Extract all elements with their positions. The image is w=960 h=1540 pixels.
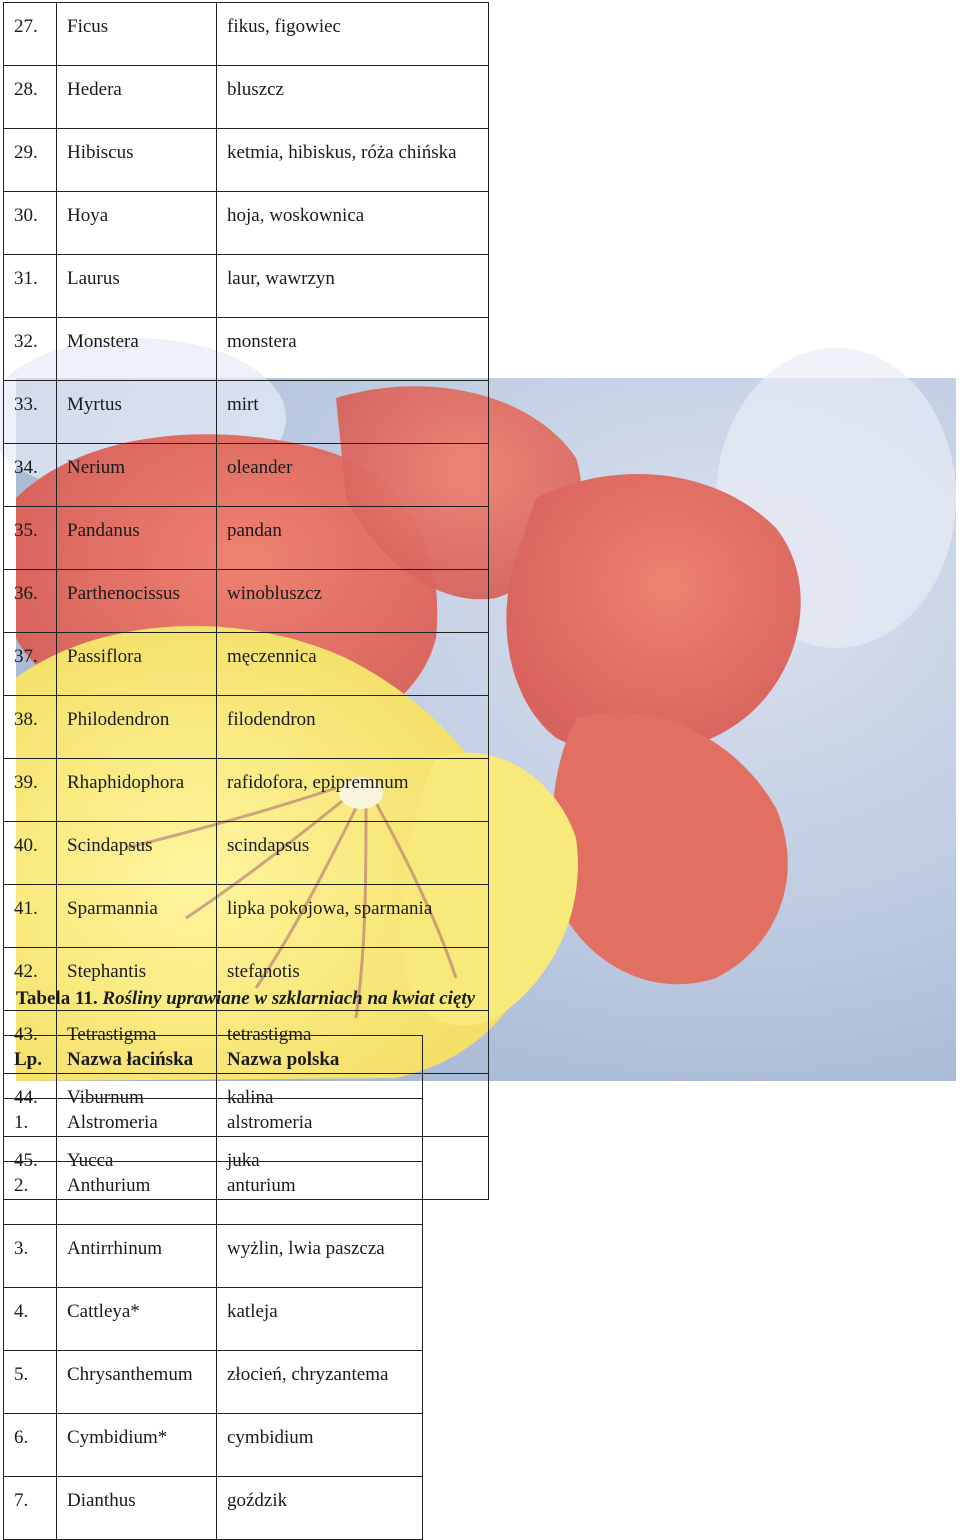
row-number: 7. <box>4 1477 57 1540</box>
polish-name: fikus, figowiec <box>217 3 489 66</box>
table-row <box>4 1288 423 1351</box>
table-caption <box>16 988 475 1010</box>
table-row <box>4 1477 423 1540</box>
table-row <box>4 1162 423 1225</box>
cut-flower-table-body <box>4 1036 423 1540</box>
latin-name: Hoya <box>57 192 217 255</box>
caption-title: Rośliny uprawiane w szklarniach na kwiat cięty <box>102 988 476 1009</box>
table-row <box>4 255 489 318</box>
table-row <box>4 696 489 759</box>
row-number: 5. <box>4 1351 57 1414</box>
latin-name: Alstromeria <box>57 1099 217 1162</box>
table-row <box>4 885 489 948</box>
row-number: 29. <box>4 129 57 192</box>
table-row <box>4 192 489 255</box>
polish-name: bluszcz <box>217 66 489 129</box>
latin-name: Myrtus <box>57 381 217 444</box>
table-row <box>4 759 489 822</box>
latin-name: Hedera <box>57 66 217 129</box>
latin-name: Cymbidium* <box>57 1414 217 1477</box>
polish-name: rafidofora, epipremnum <box>217 759 489 822</box>
table-row <box>4 381 489 444</box>
table-row <box>4 1351 423 1414</box>
polish-name: filodendron <box>217 696 489 759</box>
table-row <box>4 822 489 885</box>
table-row <box>4 66 489 129</box>
polish-name: monstera <box>217 318 489 381</box>
polish-name: winobluszcz <box>217 570 489 633</box>
row-number: 38. <box>4 696 57 759</box>
latin-name: Laurus <box>57 255 217 318</box>
polish-name: wyżlin, lwia paszcza <box>217 1225 423 1288</box>
polish-name: męczennica <box>217 633 489 696</box>
polish-name: lipka pokojowa, sparmania <box>217 885 489 948</box>
table-header-row <box>4 1036 423 1099</box>
polish-name: laur, wawrzyn <box>217 255 489 318</box>
polish-name: ketmia, hibiskus, róża chińska <box>217 129 489 192</box>
latin-name: Antirrhinum <box>57 1225 217 1288</box>
polish-name: alstromeria <box>217 1099 423 1162</box>
table-row <box>4 444 489 507</box>
latin-name: Pandanus <box>57 507 217 570</box>
row-number: 34. <box>4 444 57 507</box>
polish-name: goździk <box>217 1477 423 1540</box>
cut-flower-plants-table <box>3 1035 423 1540</box>
caption-label: Tabela 11. <box>16 988 98 1009</box>
row-number: 44. <box>4 1074 57 1137</box>
row-number: 42. <box>4 948 57 1011</box>
polish-name: mirt <box>217 381 489 444</box>
latin-name: Chrysanthemum <box>57 1351 217 1414</box>
polish-name: anturium <box>217 1162 423 1225</box>
latin-name: Scindapsus <box>57 822 217 885</box>
row-number: 35. <box>4 507 57 570</box>
latin-name: Dianthus <box>57 1477 217 1540</box>
table-row <box>4 507 489 570</box>
table-row <box>4 129 489 192</box>
latin-name: Viburnum <box>57 1074 217 1137</box>
row-number: 3. <box>4 1225 57 1288</box>
plants-table-continued <box>3 2 489 1200</box>
row-number: 30. <box>4 192 57 255</box>
row-number: 39. <box>4 759 57 822</box>
row-number: 43. <box>4 1011 57 1074</box>
polish-name: cymbidium <box>217 1414 423 1477</box>
row-number: 37. <box>4 633 57 696</box>
polish-name: scindapsus <box>217 822 489 885</box>
latin-name: Sparmannia <box>57 885 217 948</box>
polish-name: złocień, chryzantema <box>217 1351 423 1414</box>
polish-name: juka <box>217 1137 489 1200</box>
polish-name: hoja, woskownica <box>217 192 489 255</box>
row-number: 6. <box>4 1414 57 1477</box>
row-number: 27. <box>4 3 57 66</box>
table-row <box>4 1099 423 1162</box>
polish-name: oleander <box>217 444 489 507</box>
latin-name: Stephantis <box>57 948 217 1011</box>
polish-name: tetrastigma <box>217 1011 489 1074</box>
latin-name: Passiflora <box>57 633 217 696</box>
polish-name: kalina <box>217 1074 489 1137</box>
header-number: Lp. <box>4 1036 57 1099</box>
table-row <box>4 3 489 66</box>
latin-name: Hibiscus <box>57 129 217 192</box>
latin-name: Philodendron <box>57 696 217 759</box>
row-number: 31. <box>4 255 57 318</box>
row-number: 41. <box>4 885 57 948</box>
plants-table-body <box>4 3 489 1200</box>
latin-name: Monstera <box>57 318 217 381</box>
polish-name: stefanotis <box>217 948 489 1011</box>
latin-name: Nerium <box>57 444 217 507</box>
latin-name: Cattleya* <box>57 1288 217 1351</box>
table-row <box>4 1414 423 1477</box>
row-number: 40. <box>4 822 57 885</box>
header-polish-name: Nazwa polska <box>217 1036 423 1099</box>
latin-name: Ficus <box>57 3 217 66</box>
table-row <box>4 1225 423 1288</box>
row-number: 45. <box>4 1137 57 1200</box>
row-number: 2. <box>4 1162 57 1225</box>
latin-name: Rhaphidophora <box>57 759 217 822</box>
latin-name: Anthurium <box>57 1162 217 1225</box>
latin-name: Yucca <box>57 1137 217 1200</box>
table-row <box>4 633 489 696</box>
row-number: 4. <box>4 1288 57 1351</box>
row-number: 28. <box>4 66 57 129</box>
latin-name: Parthenocissus <box>57 570 217 633</box>
table-row <box>4 570 489 633</box>
header-latin-name: Nazwa łacińska <box>57 1036 217 1099</box>
row-number: 33. <box>4 381 57 444</box>
polish-name: pandan <box>217 507 489 570</box>
row-number: 1. <box>4 1099 57 1162</box>
polish-name: katleja <box>217 1288 423 1351</box>
table-row <box>4 318 489 381</box>
row-number: 32. <box>4 318 57 381</box>
latin-name: Tetrastigma <box>57 1011 217 1074</box>
row-number: 36. <box>4 570 57 633</box>
